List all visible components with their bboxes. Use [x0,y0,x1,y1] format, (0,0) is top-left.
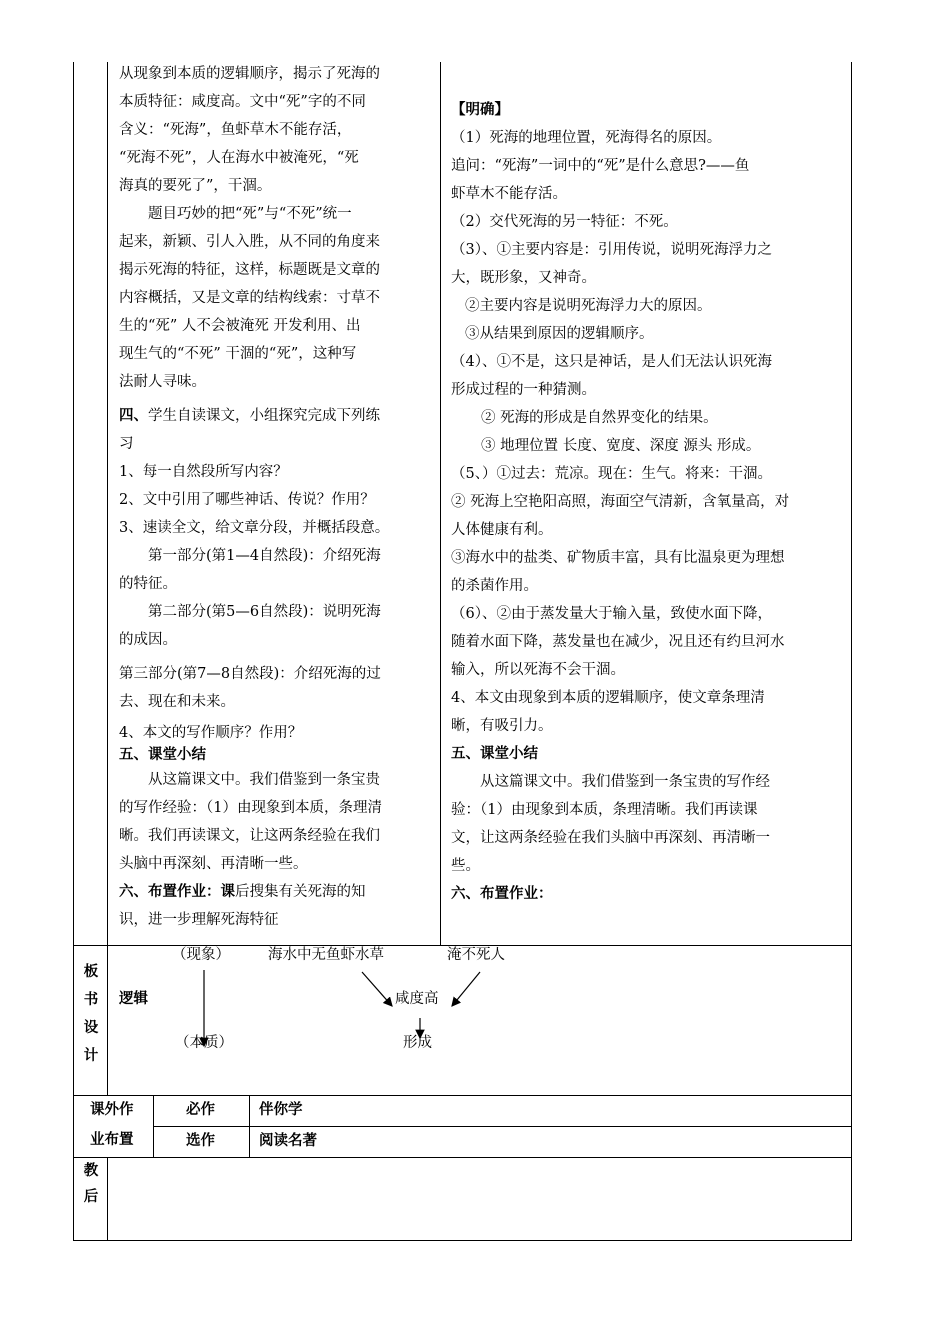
left-column-line: 4、本文的写作顺序？作用？ [119,725,303,741]
left-column-line: 第二部分(第5—6自然段)：说明死海 [148,604,381,620]
homework-optional-value: 阅读名著 [259,1133,317,1149]
homework-required-value: 伴你学 [259,1102,303,1118]
arrow-no-drown-salinity [452,972,480,1006]
right-column-line: 形成过程的一种猜测。 [451,382,596,398]
right-column-line: （4）、①不是，这只是神话，是人们无法认识死海 [451,354,772,370]
right-column-line: 输入，所以死海不会干涸。 [451,662,625,678]
left-column-line: 含义：“死海”，鱼虾草木不能存活， [119,122,352,138]
homework-label-2: 业布置 [90,1132,134,1148]
right-column-line: 验：（1）由现象到本质，条理清晰。我们再读课 [451,802,758,818]
right-column-line: ③从结果到原因的逻辑顺序。 [465,326,654,342]
left-column-line: 习 [119,436,134,452]
left-column-line: 法耐人寻味。 [119,374,206,390]
left-column-line: 题目巧妙的把“死”与“不死”统一 [148,206,352,222]
right-column-line: ②主要内容是说明死海浮力大的原因。 [465,298,712,314]
board-salinity: 咸度高 [395,991,439,1007]
right-column-line: 随着水面下降，蒸发量也在减少，况且还有约旦河水 [451,634,785,650]
board-no-fish: 海水中无鱼虾水草 [268,947,384,963]
reflection-label: 教 后 [83,1163,99,1205]
homework-optional-label: 选作 [186,1133,215,1149]
right-column-line: 的杀菌作用。 [451,578,538,594]
left-column-line: 内容概括，又是文章的结构线索：寸草不 [119,290,380,306]
homework-label-1: 课外作 [90,1102,134,1118]
left-column-line: 从现象到本质的逻辑顺序，揭示了死海的 [119,66,380,82]
left-column-line: 晰。我们再读课文，让这两条经验在我们 [119,828,380,844]
right-column-line: 晰，有吸引力。 [451,718,553,734]
right-column-line: （1）死海的地理位置，死海得名的原因。 [451,130,722,146]
right-column-line: 五、课堂小结 [451,746,538,762]
left-column-line: 识，进一步理解死海特征 [119,912,279,928]
right-column-line: 文，让这两条经验在我们头脑中再深刻、再清晰一 [451,830,770,846]
left-column-line: 2、文中引用了哪些神话、传说？作用？ [119,492,375,508]
left-column-line: 头脑中再深刻、再清晰一些。 [119,856,308,872]
homework-required-label: 必作 [186,1102,215,1118]
left-column-line: “死海不死”，人在海水中被淹死，“死 [119,150,359,166]
left-column-line: 3、速读全文，给文章分段，并概括段意。 [119,520,390,536]
arrow-no-fish-salinity [362,972,392,1006]
left-column-line: 从这篇课文中。我们借鉴到一条宝贵 [148,772,380,788]
right-column-line: 人体健康有利。 [451,522,553,538]
left-column-line: 生的“死” 人不会被淹死 开发利用、出 [119,318,361,334]
right-column-line: （6）、②由于蒸发量大于输入量，致使水面下降， [451,606,772,622]
board-phenomenon: （现象） [172,947,230,963]
board-essence: （本质） [175,1035,233,1051]
board-logic: 逻辑 [119,991,148,1007]
right-column-line: ② 死海上空艳阳高照，海面空气清新，含氧量高，对 [451,494,790,510]
left-column-line: 的特征。 [119,576,177,592]
left-column-line: 起来，新颖、引人入胜，从不同的角度来 [119,234,380,250]
board-label: 板 书 设 计 [83,964,99,1064]
right-column-line: （2）交代死海的另一特征：不死。 [451,214,678,230]
left-column-line: 四、学生自读课文，小组探究完成下列练 [119,408,380,424]
board-formation: 形成 [403,1035,432,1051]
left-column-line: 揭示死海的特征，这样，标题既是文章的 [119,262,380,278]
right-column-line: 从这篇课文中。我们借鉴到一条宝贵的写作经 [480,774,770,790]
right-column-line: 虾草木不能存活。 [451,186,567,202]
left-column-line: 本质特征：咸度高。文中“死”字的不同 [119,94,366,110]
right-column-line: 追问：“死海”一词中的“死”是什么意思?——鱼 [451,158,750,174]
right-column-line: （3）、①主要内容是：引用传说，说明死海浮力之 [451,242,772,258]
left-column-line: 现生气的“不死” 干涸的“死”，这种写 [119,346,357,362]
right-column-line: 4、本文由现象到本质的逻辑顺序，使文章条理清 [451,690,765,706]
right-column-line: 【明确】 [451,102,509,118]
right-column-line: ③海水中的盐类、矿物质丰富，具有比温泉更为理想 [451,550,785,566]
left-column-line: 六、布置作业：课后搜集有关死海的知 [119,884,366,900]
board-no-drown: 淹不死人 [447,947,505,963]
left-column-line: 去、现在和未来。 [119,694,235,710]
right-column-line: ③ 地理位置 长度、宽度、深度 源头 形成。 [481,438,761,454]
right-column-line: ② 死海的形成是自然界变化的结果。 [481,410,718,426]
left-column-line: 海真的要死了”，干涸。 [119,178,272,194]
right-column-line: （5、）①过去：荒凉。现在：生气。将来：干涸。 [451,466,772,482]
right-column-line: 大，既形象，又神奇。 [451,270,596,286]
left-column-line: 的写作经验：（1）由现象到本质，条理清 [119,800,382,816]
left-column-line: 的成因。 [119,632,177,648]
left-column-line: 五、课堂小结 [119,747,206,763]
right-column-line: 些。 [451,858,480,874]
left-column-line: 第一部分(第1—4自然段)：介绍死海 [148,548,381,564]
left-column-line: 第三部分(第7—8自然段)：介绍死海的过 [119,666,381,682]
right-column-line: 六、布置作业： [451,886,553,902]
left-column-line: 1、每一自然段所写内容？ [119,464,288,480]
